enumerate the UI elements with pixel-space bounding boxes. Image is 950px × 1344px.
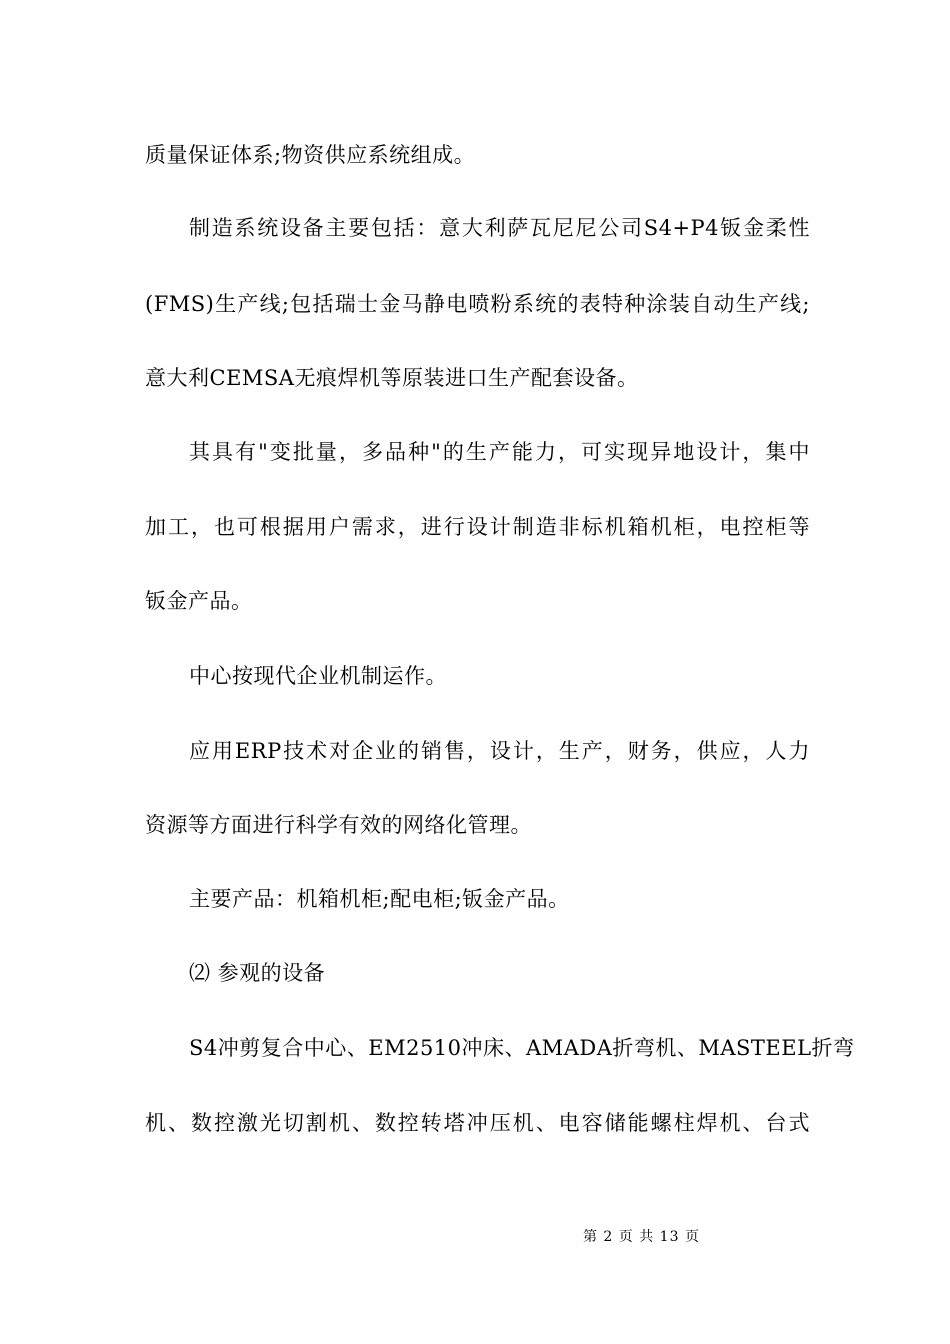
text-line: 主要产品：机箱机柜;配电柜;钣金产品。: [189, 887, 570, 911]
footer-suffix: 页: [684, 1229, 700, 1245]
text-line: 质量保证体系;物资供应系统组成。: [145, 143, 476, 167]
footer-prefix: 第: [582, 1229, 598, 1245]
text-line: 中心按现代企业机制运作。: [189, 664, 447, 688]
text-line: S4冲剪复合中心、EM2510冲床、AMADA折弯机、MASTEEL折弯: [189, 1036, 855, 1060]
text-line: 意大利CEMSA无痕焊机等原装进口生产配套设备。: [145, 366, 639, 390]
section-heading: ⑵ 参观的设备: [189, 961, 326, 985]
page-footer: [0, 1207, 950, 1247]
text-line: 制造系统设备主要包括：意大利萨瓦尼尼公司S4+P4钣金柔性: [189, 216, 810, 240]
text-line: 钣金产品。: [145, 589, 253, 613]
text-line: 加工，也可根据用户需求，进行设计制造非标机箱机柜，电控柜等: [145, 515, 810, 539]
page-number: [583, 1227, 700, 1247]
footer-middle: 页 共: [618, 1229, 655, 1245]
text-line: 其具有"变批量，多品种"的生产能力，可实现异地设计，集中: [189, 440, 810, 464]
current-page: 2: [603, 1229, 614, 1245]
total-pages: 13: [659, 1229, 680, 1245]
text-line: 应用ERP技术对企业的销售，设计，生产，财务，供应，人力: [189, 739, 810, 763]
text-line: (FMS)生产线;包括瑞士金马静电喷粉系统的表特种涂装自动生产线;: [145, 292, 810, 316]
text-line: 资源等方面进行科学有效的网络化管理。: [145, 813, 532, 837]
text-line: 机、数控激光切割机、数控转塔冲压机、电容储能螺柱焊机、台式: [145, 1111, 810, 1135]
